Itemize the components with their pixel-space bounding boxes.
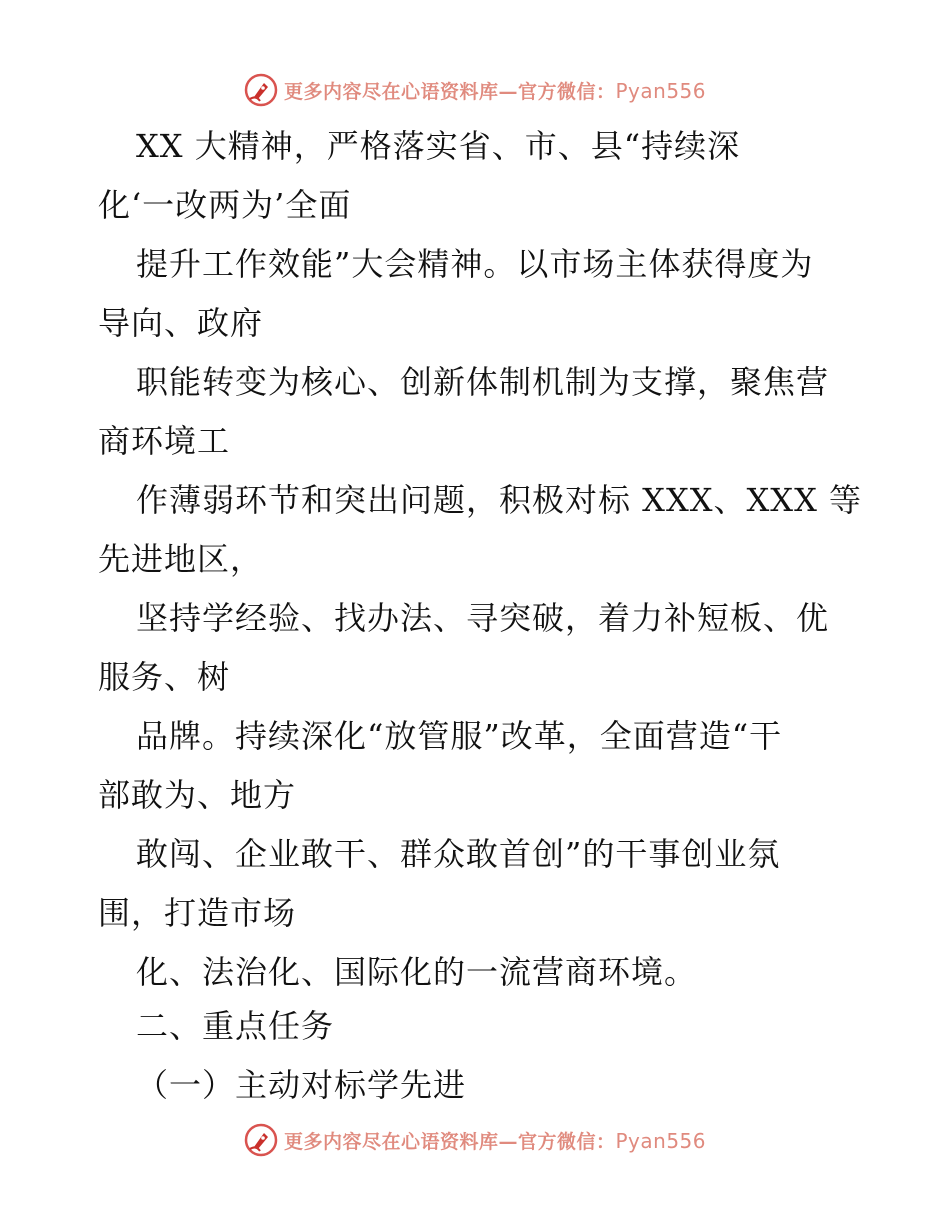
watermark-text: 更多内容尽在心语资料库—官方微信：Pyan556 (283, 78, 707, 103)
watermark-header (0, 70, 950, 110)
subsection-heading: （一）主动对标学先进 (136, 1066, 467, 1104)
watermark-footer (0, 1120, 950, 1160)
fountain-pen-icon (244, 1123, 278, 1157)
text-line-8: 先进地区， (98, 540, 264, 578)
fountain-pen-icon (244, 73, 278, 107)
text-line-7: 作薄弱环节和突出问题，积极对标 XXX、XXX 等 (136, 481, 863, 519)
watermark-text: 更多内容尽在心语资料库—官方微信：Pyan556 (283, 1128, 707, 1153)
text-line-14: 围，打造市场 (98, 894, 297, 932)
text-line-2: 化‘一改两为’全面 (98, 186, 352, 224)
text-line-6: 商环境工 (98, 422, 231, 460)
text-line-12: 部敢为、地方 (98, 776, 297, 814)
text-line-9: 坚持学经验、找办法、寻突破，着力补短板、优 (136, 599, 830, 637)
text-line-3: 提升工作效能”大会精神。以市场主体获得度为 (136, 245, 814, 283)
text-line-10: 服务、树 (98, 658, 231, 696)
text-line-11: 品牌。持续深化“放管服”改革，全面营造“干 (136, 717, 783, 755)
section-heading: 二、重点任务 (136, 1007, 335, 1045)
text-line-15: 化、法治化、国际化的一流营商环境。 (136, 953, 698, 991)
text-line-1: XX 大精神，严格落实省、市、县“持续深 (136, 127, 741, 165)
text-line-13: 敢闯、企业敢干、群众敢首创”的干事创业氛 (136, 835, 781, 873)
text-line-5: 职能转变为核心、创新体制机制为支撑，聚焦营 (136, 363, 830, 401)
text-line-4: 导向、政府 (98, 304, 264, 342)
